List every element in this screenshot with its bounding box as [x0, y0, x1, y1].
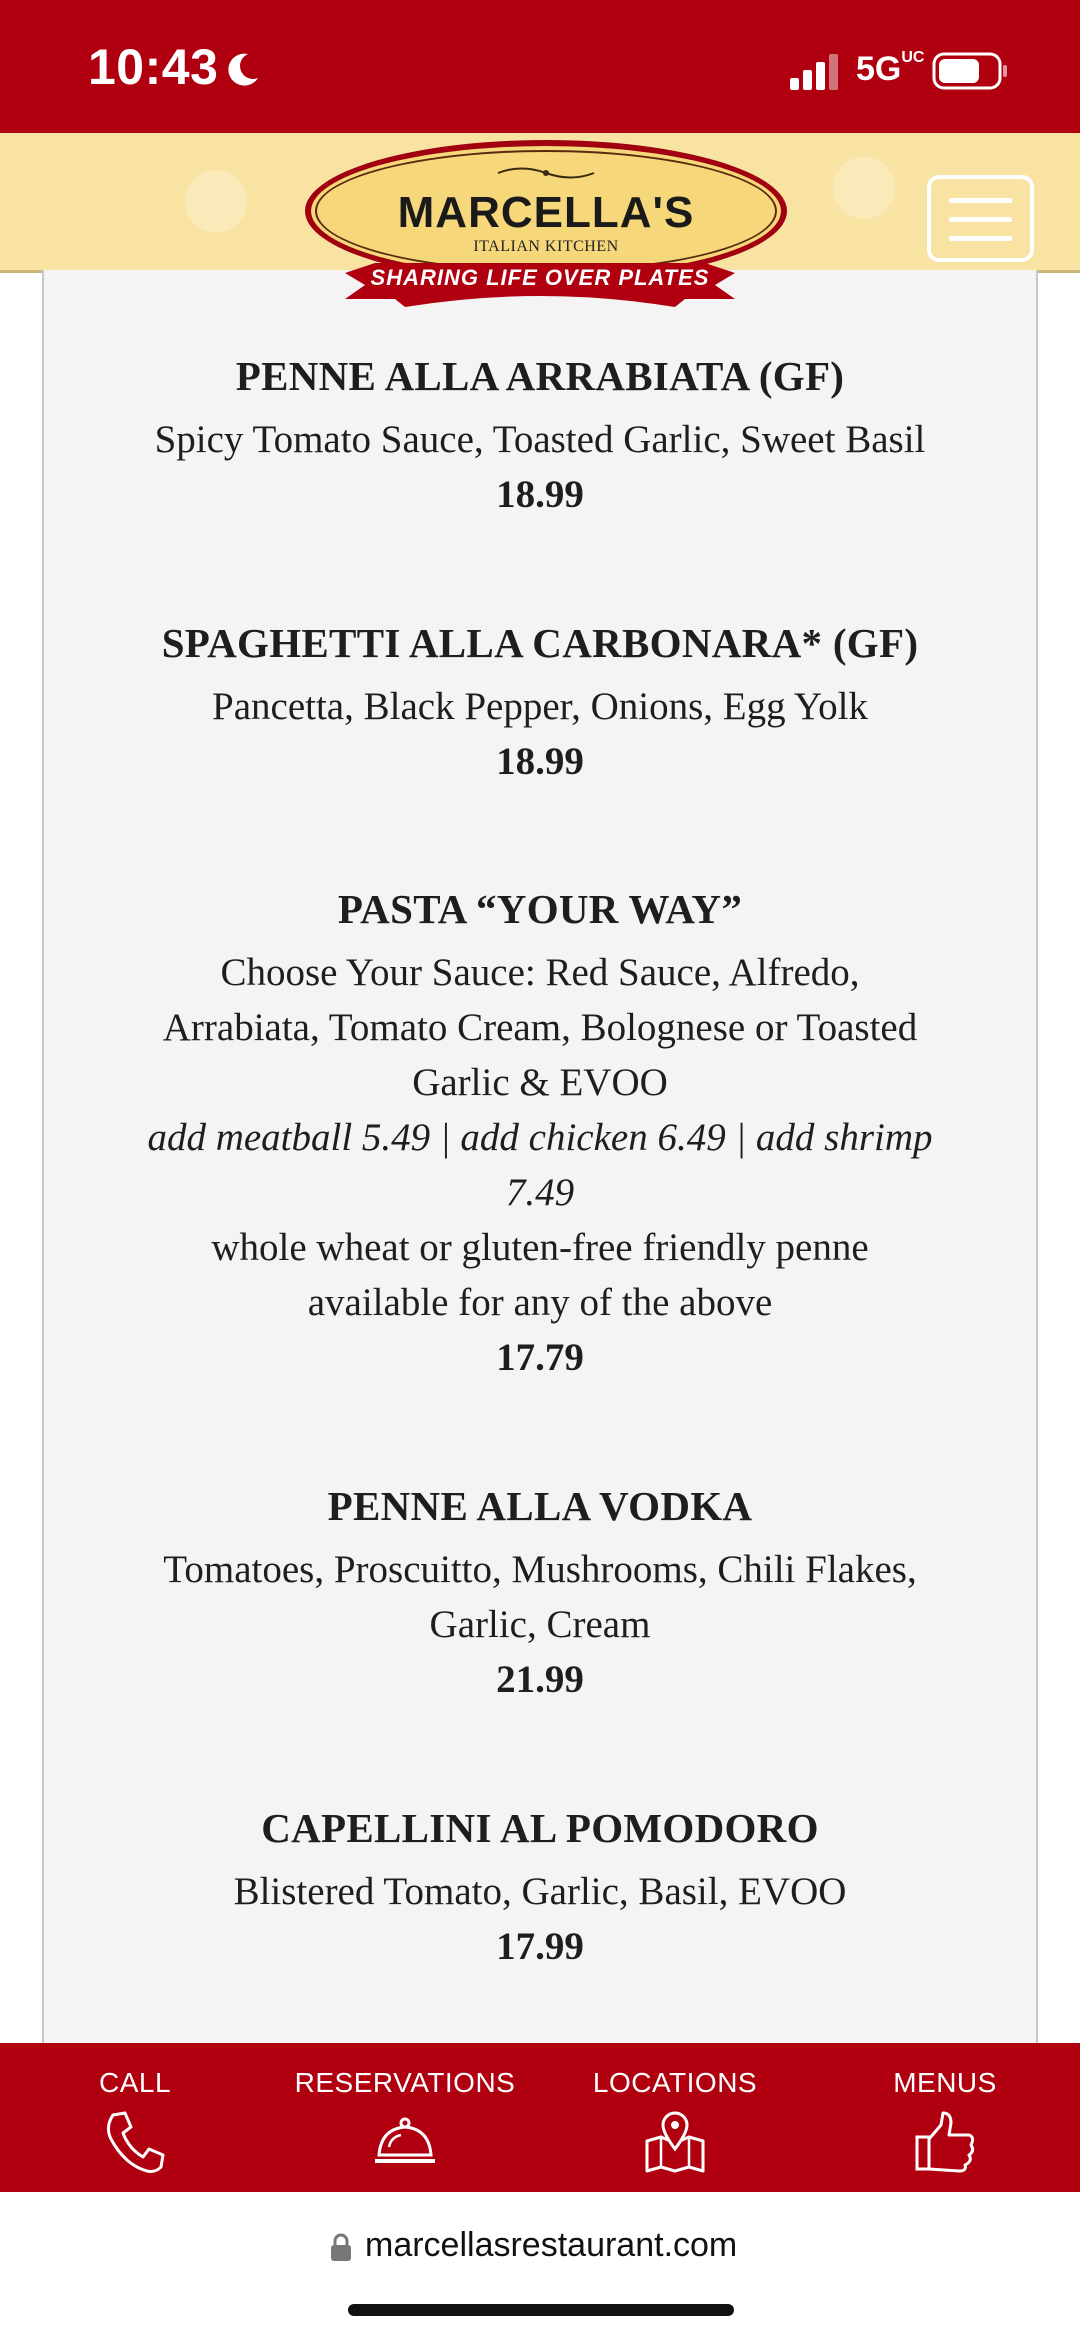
item-description: Blistered Tomato, Garlic, Basil, EVOO — [233, 1870, 847, 1913]
map-pin-icon — [643, 2109, 707, 2175]
item-description: Spicy Tomato Sauce, Toasted Garlic, Sweet Basil — [154, 418, 926, 461]
item-note: whole wheat or gluten-free friendly penne — [211, 1226, 869, 1269]
logo-subtitle: ITALIAN KITCHEN — [473, 238, 619, 255]
hamburger-menu-button[interactable] — [927, 175, 1034, 262]
item-price: 17.79 — [496, 1336, 584, 1379]
menu-item — [44, 352, 1036, 522]
battery-icon — [932, 52, 1008, 90]
item-description: Arrabiata, Tomato Cream, Bolognese or Toasted — [162, 1006, 918, 1049]
status-time: 10:43 — [88, 39, 219, 95]
item-price: 18.99 — [496, 473, 584, 516]
item-addons: 7.49 — [505, 1171, 575, 1214]
nav-menus[interactable] — [870, 2043, 1020, 2192]
item-description: Choose Your Sauce: Red Sauce, Alfredo, — [220, 951, 860, 994]
hamburger-line — [949, 217, 1012, 222]
home-indicator[interactable] — [348, 2304, 734, 2316]
menu-item — [44, 1482, 1036, 1707]
service-bell-icon — [373, 2109, 437, 2175]
url-text[interactable]: marcellasrestaurant.com — [365, 2226, 738, 2264]
nav-locations[interactable] — [580, 2043, 770, 2192]
item-description: Garlic, Cream — [429, 1603, 651, 1646]
logo-name: MARCELLA'S — [397, 188, 695, 237]
item-description: Garlic & EVOO — [412, 1061, 668, 1104]
nav-label: MENUS — [893, 2067, 997, 2098]
item-addons: add meatball 5.49 | add chicken 6.49 | add shrimp — [147, 1116, 933, 1159]
item-description: Pancetta, Black Pepper, Onions, Egg Yolk — [212, 685, 868, 728]
item-name: PENNE ALLA ARRABIATA (GF) — [235, 353, 845, 399]
network-indicator: 5GUC — [856, 49, 925, 88]
hamburger-line — [949, 236, 1012, 241]
menu-item — [44, 619, 1036, 789]
menu-item — [44, 885, 1036, 1385]
bottom-nav — [0, 2043, 1080, 2192]
item-name: PASTA “YOUR WAY” — [337, 886, 743, 932]
nav-label: RESERVATIONS — [294, 2067, 516, 2098]
hamburger-line — [949, 198, 1012, 203]
item-price: 17.99 — [496, 1925, 584, 1968]
item-price: 18.99 — [496, 740, 584, 783]
menu-content — [42, 270, 1038, 2043]
nav-reservations[interactable] — [290, 2043, 520, 2192]
tagline-ribbon — [345, 255, 735, 307]
phone-icon — [103, 2109, 167, 2175]
item-description: Tomatoes, Proscuitto, Mushrooms, Chili Flakes, — [163, 1548, 917, 1591]
moon-icon — [222, 50, 262, 90]
status-bar — [0, 0, 1080, 133]
thumbs-up-icon — [913, 2109, 977, 2175]
nav-call[interactable] — [55, 2043, 215, 2192]
item-note: available for any of the above — [307, 1281, 773, 1324]
nav-label: LOCATIONS — [592, 2067, 758, 2098]
lock-icon — [330, 2232, 352, 2262]
nav-label: CALL — [98, 2067, 172, 2098]
signal-icon — [790, 54, 842, 90]
item-name: CAPELLINI AL POMODORO — [261, 1805, 819, 1851]
tagline: SHARING LIFE OVER PLATES — [370, 265, 710, 290]
item-name: PENNE ALLA VODKA — [327, 1483, 753, 1529]
flourish-icon — [496, 164, 596, 182]
browser-url-bar — [0, 2192, 1080, 2337]
item-price: 21.99 — [496, 1658, 584, 1701]
menu-item — [44, 1804, 1036, 1974]
item-name: SPAGHETTI ALLA CARBONARA* (GF) — [161, 620, 919, 666]
